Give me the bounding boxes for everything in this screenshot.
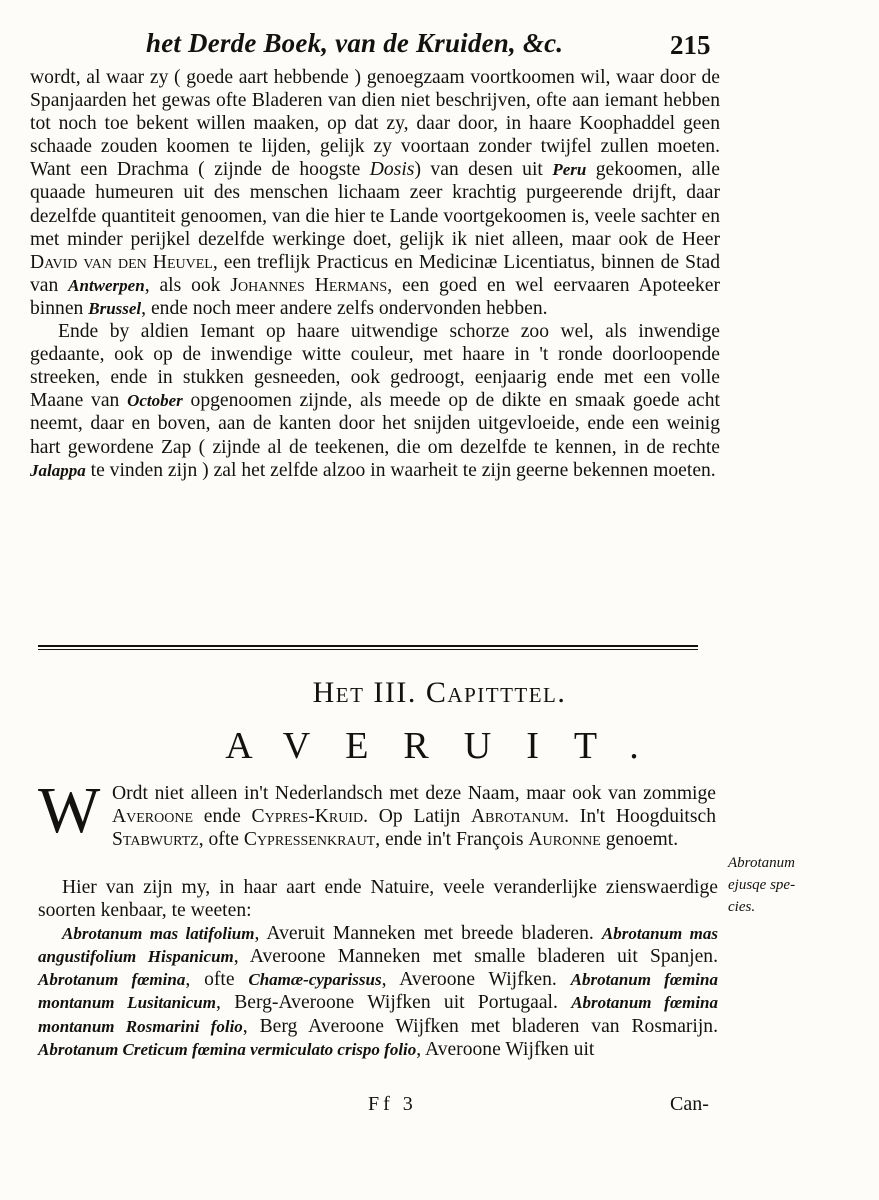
page-header: [0, 28, 879, 68]
section1-paragraph-2: Ende by aldien Iemant op haare uitwendige schorze zoo wel, als inwendige gedaante, ook op de inwendige witte couleur, met haare in 't ronde doorloopende streeken, ende in stukken gesneeden, ook gedroogt, eenjaarig ende met een volle Maane van October opgenoomen zijnde, als meede op de dikte en smaak goede acht neemt, daar en boven, aan de kanten door het snijden uitgevloeide, ende een weinig hart gewordene Zap ( zijnde al de teekenen, die om dezelfde te kennen, in de rechte Jalappa te vinden zijn ) zal het zelfde alzoo in waarheit te zijn geerne bekennen moeten.: [30, 321, 720, 481]
section2-text: [38, 876, 718, 1061]
signature-mark: Ff 3: [368, 1093, 417, 1115]
page-number: 215: [670, 30, 711, 60]
running-title: het Derde Boek, van de Kruiden, &c.: [146, 28, 564, 58]
section2-paragraph-3: Abrotanum mas latifolium, Averuit Manneken met breede bladeren. Abrotanum mas angustifolium Hispanicum, Averoone Manneken met smalle bladeren uit Spanjen. Abrotanum fœmina, ofte Chamæ-cyparissus, Averoone Wijfken. Abrotanum fœmina montanum Lusitanicum, Berg-Averoone Wijfken uit Portugaal. Abrotanum fœmina montanum Rosmarini folio, Berg Averoone Wijfken met bladeren van Rosmarijn. Abrotanum Creticum fœmina vermiculato crispo folio, Averoone Wijfken uit: [38, 923, 719, 1060]
margin-note-line-1: Abrotanum: [728, 855, 795, 871]
margin-note-line-2: ejusqe spe-: [728, 877, 796, 893]
section-divider: [38, 645, 698, 647]
chapter-heading: Het III. Capitttel.: [312, 676, 567, 709]
intro-paragraph: Ordt niet alleen in't Nederlandsch met deze Naam, maar ook van zommige Averoone ende Cypres-Kruid. Op Latijn Abrotanum. In't Hoogduitsch Stabwurtz, ofte Cypressenkraut, ende in't François Auronne genoemt.: [112, 783, 716, 851]
margin-note: [728, 852, 838, 918]
section2-paragraph-2: Hier van zijn my, in haar aart ende Natuire, veele veranderlijke zienswaerdige soorten kenbaar, te weeten:: [38, 877, 718, 922]
margin-note-line-3: cies.: [728, 899, 756, 915]
catchword: Can-: [670, 1093, 709, 1115]
section-divider-thin: [38, 649, 698, 650]
section1-paragraph-1: wordt, al waar zy ( goede aart hebbende ) genoegzaam voortkoomen wil, waar door de Spanjaarden het gewas ofte Bladeren van dien niet beschrijven, ofte aan iemant hebben tot noch toe bekent willen maaken, op dat zy, daar door, in haare Koophaddel geen schaade zouden koomen te lijden, gelijk zy voortaan zonder twijfel zullen moeten. Want een Drachma ( zijnde de hoogste Dosis) van desen uit Peru gekoomen, alle quaade humeuren uit des menschen lichaam zeer krachtig purgeerende drijft, daar dezelfde quantiteit genoomen, van die hier te Lande voortgekoomen is, veele sachter en met minder perijkel dezelfde werkinge doet, gelijk ik niet alleen, maar ook de Heer David van den Heuvel, een treflijk Practicus en Medicinæ Licentiatus, binnen de Stad van Antwerpen, als ook Johannes Hermans, een goed en wel eervaaren Apoteeker binnen Brussel, ende noch meer andere zelfs ondervonden hebben.: [30, 67, 721, 319]
chapter-title: AVERUIT.: [225, 725, 674, 767]
drop-cap: W: [38, 774, 101, 847]
page-footer: [0, 1093, 879, 1123]
section1-text: [30, 66, 720, 482]
